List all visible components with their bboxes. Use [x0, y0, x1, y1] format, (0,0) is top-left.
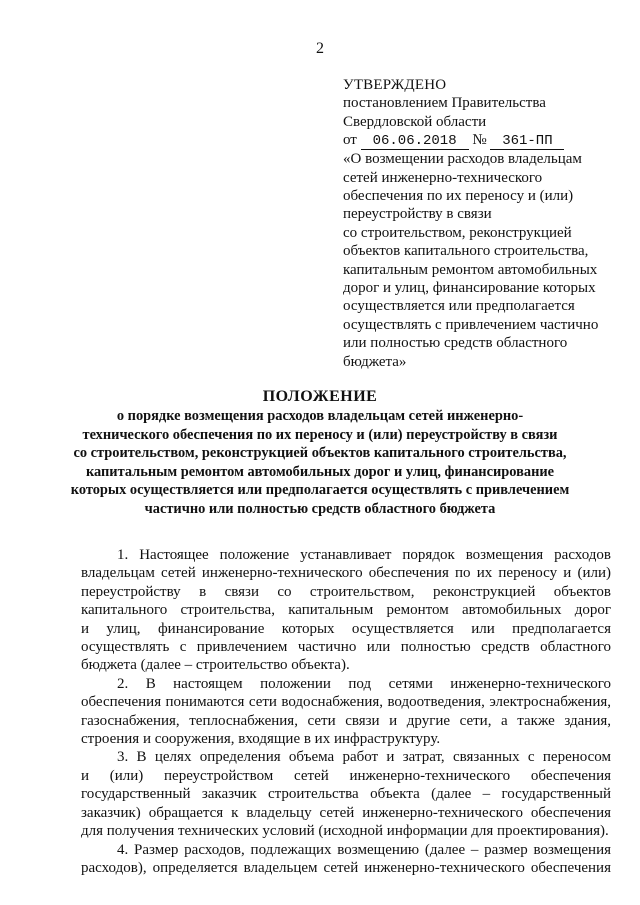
approval-block — [343, 76, 623, 371]
approval-subject-line: капитальным ремонтом автомобильных — [343, 261, 598, 278]
from-label: от — [343, 132, 357, 149]
paragraph-3-line: и (или) переустройством сетей инженерно-технического обеспечения — [81, 767, 611, 784]
approval-subject-line: сетей инженерно-технического — [343, 169, 543, 186]
paragraph-1-line: бюджета (далее – строительство объекта). — [81, 657, 350, 674]
approval-subject-line: со строительством, реконструкцией — [343, 224, 572, 241]
approval-subject-line: объектов капитального строительства, — [343, 243, 589, 260]
paragraph-1-line: 1. Настоящее положение устанавливает порядок возмещения расходов — [117, 547, 611, 563]
paragraph-1-line: переустройству в связи со строительством, реконструкцией объектов — [81, 583, 611, 600]
paragraph-3-line: заказчик) обращается к владельцу сетей инженерно-технического обеспечения — [81, 804, 611, 821]
approval-line-1: постановлением Правительства — [343, 95, 546, 112]
approval-subject-line: бюджета» — [343, 353, 407, 370]
paragraph-3-line: государственный заказчик строительства объекта (далее – государственный — [81, 786, 611, 803]
heading-line: со строительством, реконструкцией объектов капитального строительства, — [73, 445, 567, 462]
approval-number: 361-ПП — [490, 134, 564, 150]
document-heading — [70, 387, 570, 519]
paragraph-1-line: и улиц, финансирование которых осуществляется или предполагается — [81, 620, 611, 637]
heading-line: о порядке возмещения расходов владельцам сетей инженерно- — [116, 408, 524, 424]
approval-subject-line: дорог и улиц, финансирование которых — [343, 280, 596, 297]
paragraph-1-line: владельцам сетей инженерно-технического обеспечения по их переносу и (или) — [81, 565, 611, 582]
number-label: № — [472, 132, 487, 149]
heading-line: капитальным ремонтом автомобильных дорог и улиц, финансирование — [85, 463, 555, 480]
approval-line-2: Свердловской области — [343, 113, 487, 130]
paragraph-3-line: 3. В целях определения объема работ и затрат, связанных с переносом — [117, 749, 611, 766]
approval-title: УТВЕРЖДЕНО — [343, 77, 447, 93]
heading-line: технического обеспечения по их переносу и (или) переустройству в связи — [82, 426, 558, 443]
paragraph-2-line: 2. В настоящем положении под сетями инженерно-технического — [117, 675, 611, 692]
approval-subject-line: переустройству в связи — [343, 206, 492, 223]
approval-subject-line: или полностью средств областного — [343, 335, 568, 352]
approval-subject-line: обеспечения по их переносу и (или) — [343, 188, 574, 205]
approval-date-number-line — [343, 131, 623, 150]
approval-subject-line: осуществляется или предполагается — [343, 298, 575, 315]
paragraph-2-line: строения и сооружения, входящие в их инфраструктуру. — [81, 731, 441, 748]
paragraph-2-line: обеспечения понимаются сети водоснабжения, водоотведения, электроснабжения, — [81, 694, 611, 711]
paragraph-1-line: капитального строительства, капитальным ремонтом автомобильных дорог — [81, 602, 611, 619]
paragraph-1-line: осуществлять с привлечением частично или полностью средств областного — [81, 639, 611, 656]
heading-line: частично или полностью средств областного бюджета — [144, 500, 496, 517]
approval-date: 06.06.2018 — [361, 134, 469, 150]
page-number: 2 — [316, 40, 324, 57]
document-body — [81, 546, 611, 877]
paragraph-2-line: газоснабжения, теплоснабжения, сети связи и другие сети, а также здания, — [81, 712, 611, 729]
approval-subject-line: осуществлять с привлечением частично — [343, 316, 599, 333]
paragraph-4-line: 4. Размер расходов, подлежащих возмещению (далее – размер возмещения — [117, 841, 611, 858]
heading-title: ПОЛОЖЕНИЕ — [262, 388, 378, 405]
paragraph-4-line: расходов), определяется владельцем сетей инженерно-технического обеспечения — [81, 859, 611, 876]
paragraph-3-line: для получения технических условий (исходной информации для проектирования). — [81, 823, 609, 840]
heading-line: которых осуществляется или предполагается осуществлять с привлечением — [70, 482, 570, 499]
approval-subject-line: «О возмещении расходов владельцам — [343, 151, 582, 168]
